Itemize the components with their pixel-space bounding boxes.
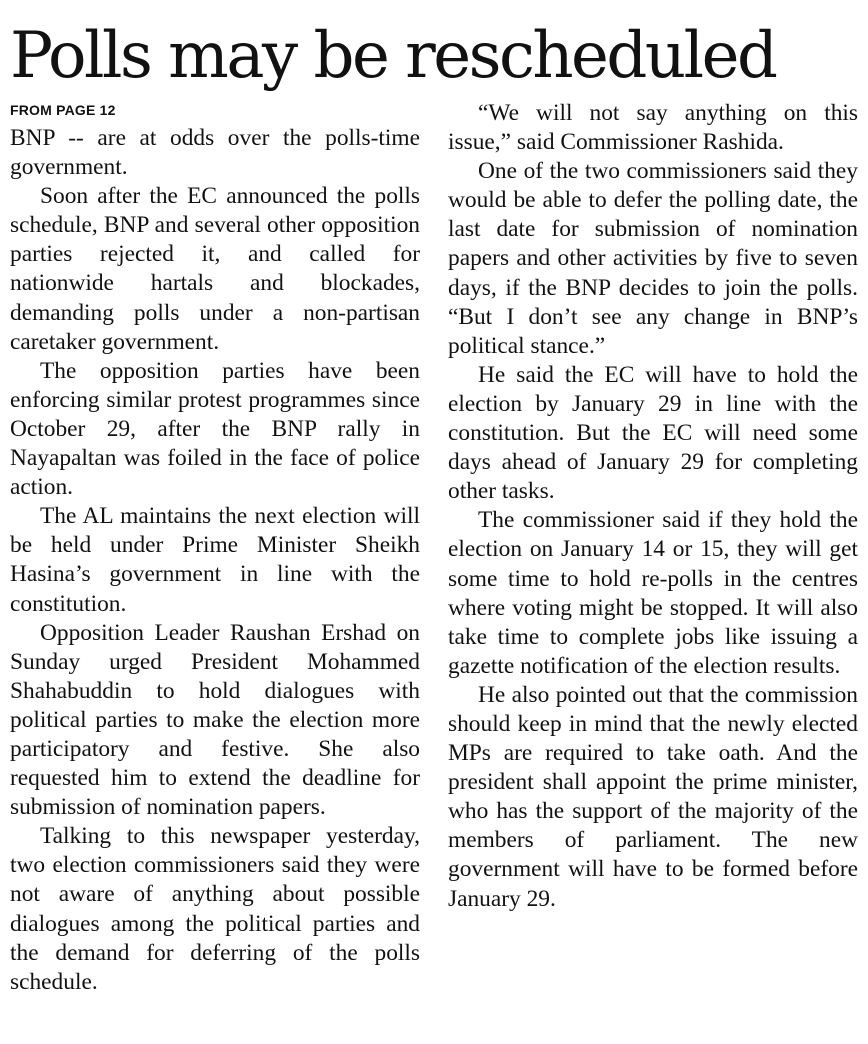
paragraph: One of the two commissioners said they would be able to defer the polling date, the last date for submission of nomination papers and other activities by five to seven days, if the BNP decides to join the polls. “But I don’t see any change in BNP’s political stance.” — [448, 158, 858, 359]
right-column — [448, 100, 858, 914]
paragraph: BNP -- are at odds over the polls-time government. — [10, 125, 420, 181]
paragraph: “We will not say anything on this issue,” said Commissioner Rashida. — [448, 100, 858, 156]
paragraph: The opposition parties have been enforcing similar protest programmes since October 29, after the BNP rally in Nayapaltan was foiled in the face of police action. — [10, 357, 420, 501]
paragraph: Opposition Leader Raushan Ershad on Sunday urged President Mohammed Shahabuddin to hold dialogues with political parties to make the election more participatory and festive. She also requested him to extend the deadline for submission of nomination papers. — [10, 619, 420, 821]
paragraph: The AL maintains the next election will be held under Prime Minister Sheikh Hasina’s government in line with the constitution. — [10, 503, 420, 617]
paragraph: Talking to this newspaper yesterday, two election commissioners said they were not aware of anything about possible dialogues among the political parties and the demand for deferring of the polls schedule. — [10, 823, 420, 995]
left-column — [10, 100, 420, 997]
paragraph: He also pointed out that the commission should keep in mind that the newly elected MPs are required to take oath. And the president shall appoint the prime minister, who has the support of the majority of the members of parliament. The new government will have to be formed before January 29. — [448, 681, 858, 912]
jump-label: FROM PAGE 12 — [10, 102, 116, 118]
headline: Polls may be rescheduled — [10, 19, 776, 93]
paragraph: Soon after the EC announced the polls schedule, BNP and several other opposition parties rejected it, and called for nationwide hartals and blockades, demanding polls under a non-partisan caretaker government. — [10, 183, 420, 355]
paragraph: The commissioner said if they hold the election on January 14 or 15, they will get some time to hold re-polls in the centres where voting might be stopped. It will also take time to complete jobs like issuing a gazette notification of the election results. — [448, 507, 858, 679]
paragraph: He said the EC will have to hold the election by January 29 in line with the constitution. But the EC will need some days ahead of January 29 for completing other tasks. — [448, 361, 858, 505]
